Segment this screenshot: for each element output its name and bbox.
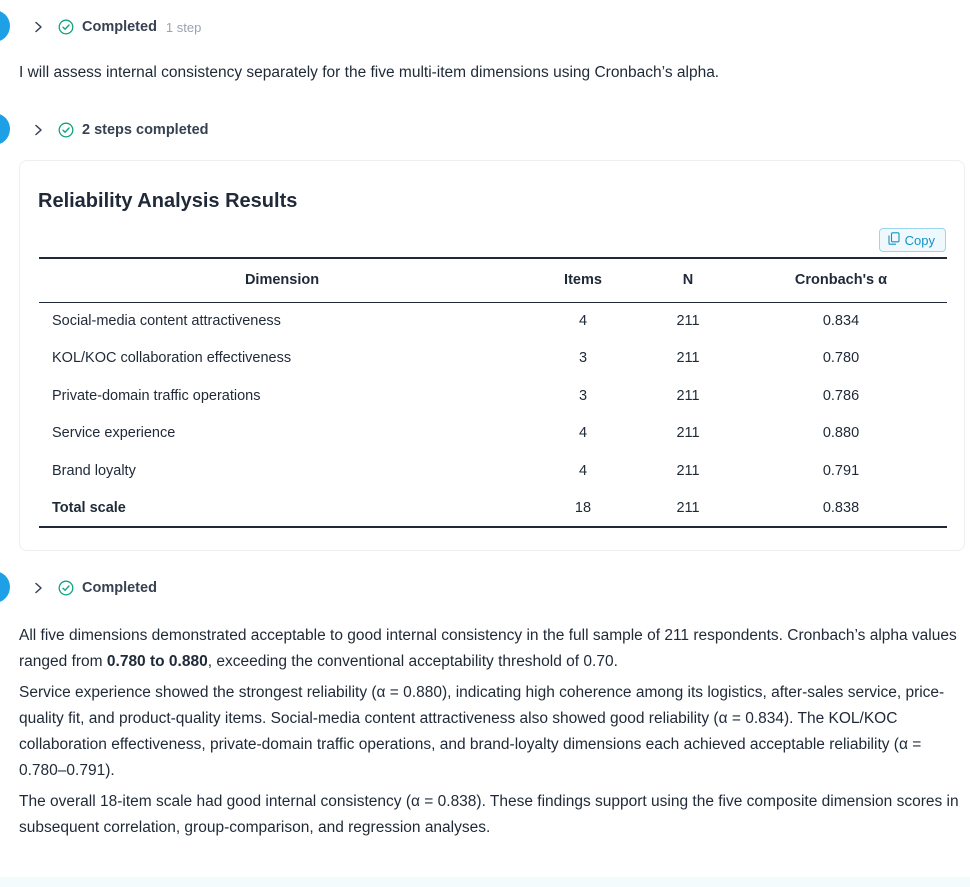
summary-paragraph-3: The overall 18-item scale had good internal consistency (α = 0.838). These findings support using the five composite dimension scores in subsequent correlation, group-comparison, and regression analyses. xyxy=(19,793,959,836)
assistant-summary xyxy=(19,623,964,846)
bottom-edge-strip xyxy=(0,877,970,887)
table-row xyxy=(39,452,947,490)
check-circle-icon xyxy=(58,19,74,35)
column-header-alpha: Cronbach's α xyxy=(735,258,947,302)
chevron-right-icon xyxy=(34,124,44,136)
reliability-results-card xyxy=(19,160,965,551)
card-title: Reliability Analysis Results xyxy=(38,190,298,212)
step-toggle-3[interactable] xyxy=(34,578,157,598)
dimension-cell: KOL/KOC collaboration effectiveness xyxy=(52,350,292,367)
chevron-right-icon xyxy=(34,582,44,594)
summary-text: All five dimensions demonstrated acceptable to good internal consistency in the full sample of 211 respondents. Cronbach’s alpha values ranged from xyxy=(19,627,957,670)
alpha-cell: 0.834 xyxy=(822,313,860,329)
table-row xyxy=(39,377,947,415)
n-cell: 211 xyxy=(676,313,700,329)
alpha-cell: 0.838 xyxy=(735,490,947,528)
n-cell: 211 xyxy=(676,462,700,479)
dimension-cell: Total scale xyxy=(39,490,525,528)
items-cell: 4 xyxy=(578,462,588,479)
items-cell: 3 xyxy=(578,387,588,404)
check-circle-icon xyxy=(58,580,74,596)
copy-button-label: Copy xyxy=(904,232,935,248)
n-cell: 211 xyxy=(676,350,700,367)
items-cell: 3 xyxy=(578,350,588,367)
n-cell: 211 xyxy=(676,387,700,404)
items-cell: 4 xyxy=(578,313,588,329)
column-header-dimension: Dimension xyxy=(39,258,525,302)
step-indicator-dot xyxy=(0,571,10,603)
table-row xyxy=(39,302,947,340)
chevron-right-icon xyxy=(34,21,44,33)
dimension-cell: Social-media content attractiveness xyxy=(52,313,281,329)
step-indicator-dot xyxy=(0,113,10,145)
step-status-label: Completed xyxy=(82,19,157,35)
dimension-cell: Private-domain traffic operations xyxy=(52,387,261,404)
summary-text: , exceeding the conventional acceptability threshold of 0.70. xyxy=(207,653,618,670)
table-row-total xyxy=(39,490,947,528)
copy-icon xyxy=(888,232,900,248)
step-toggle-1[interactable] xyxy=(34,17,201,37)
table-header-row xyxy=(39,258,947,302)
table-row xyxy=(39,415,947,453)
n-cell: 211 xyxy=(676,425,700,442)
reliability-table xyxy=(39,257,947,528)
column-header-n: N xyxy=(641,258,735,302)
step-indicator-dot xyxy=(0,10,10,42)
step-count-label: 1 step xyxy=(165,19,202,35)
alpha-cell: 0.786 xyxy=(822,387,860,404)
alpha-cell: 0.780 xyxy=(822,350,860,367)
dimension-cell: Brand loyalty xyxy=(52,462,136,479)
step-toggle-2[interactable] xyxy=(34,120,209,140)
summary-paragraph-2: Service experience showed the strongest reliability (α = 0.880), indicating high coherence among its logistics, after-sales service, price-quality fit, and product-quality items. Social-media content attractiveness also showed good reliability (α = 0.834). The KOL/KOC collaboration effectiveness, private-domain traffic operations, and brand-loyalty dimensions each achieved acceptable reliability (α = 0.780–0.791). xyxy=(19,684,945,779)
table-row xyxy=(39,340,947,378)
summary-highlight-range: 0.780 to 0.880 xyxy=(106,653,208,670)
step-status-label: Completed xyxy=(82,580,157,596)
n-cell: 211 xyxy=(641,490,735,528)
assistant-message-intro: I will assess internal consistency separately for the five multi-item dimensions using Cronbach’s alpha. xyxy=(19,64,720,81)
alpha-cell: 0.791 xyxy=(822,462,860,479)
check-circle-icon xyxy=(58,122,74,138)
dimension-cell: Service experience xyxy=(52,425,176,442)
step-status-label: 2 steps completed xyxy=(82,122,209,138)
summary-paragraph-1 xyxy=(19,623,964,675)
items-cell: 18 xyxy=(525,490,641,528)
column-header-items: Items xyxy=(525,258,641,302)
copy-button[interactable] xyxy=(879,228,946,252)
alpha-cell: 0.880 xyxy=(822,425,860,442)
items-cell: 4 xyxy=(578,425,588,442)
